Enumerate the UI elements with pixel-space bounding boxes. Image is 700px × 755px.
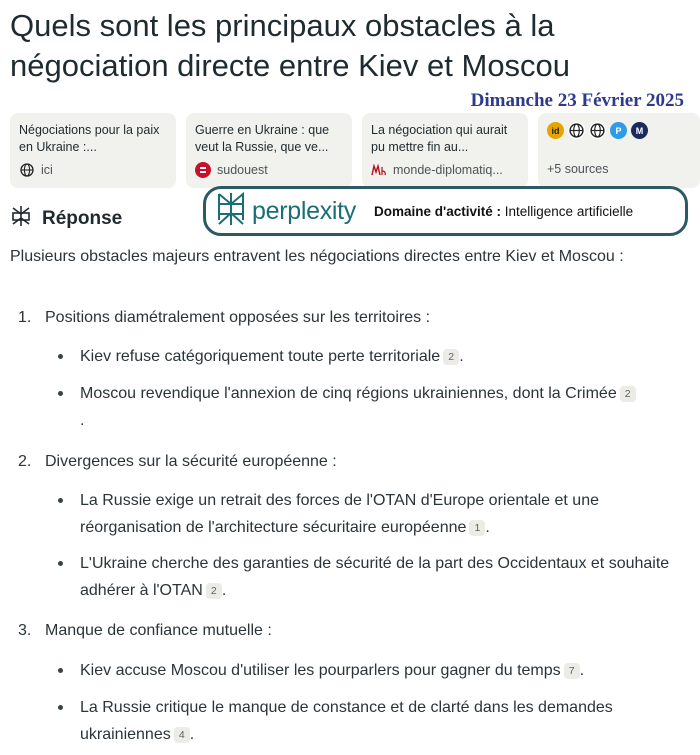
source-site: monde-diplomatiq... — [393, 163, 503, 177]
source-card[interactable] — [186, 113, 352, 188]
answer-heading-label: Réponse — [42, 208, 123, 229]
list-item: La Russie exige un retrait des forces de l'OTAN d'Europe orientale et une réorganisation de l'architecture sécuritaire européenne 1 . — [80, 487, 690, 541]
source-card[interactable] — [10, 113, 176, 188]
sudouest-logo-icon — [195, 162, 211, 178]
date-label: Dimanche 23 Février 2025 — [470, 90, 684, 111]
section-title: Positions diamétralement opposées sur les territoires : — [45, 309, 431, 326]
m-logo-icon: M — [631, 122, 648, 139]
list-item: La Russie critique le manque de constance et de clarté dans les demandes ukrainiennes 4 . — [80, 694, 640, 748]
more-sources-card[interactable] — [538, 113, 700, 188]
brand-wordmark: perplexity — [252, 196, 356, 225]
id-logo-icon: id — [547, 122, 564, 139]
perplexity-answer-icon — [10, 205, 32, 233]
list-item: Kiev refuse catégoriquement toute perte territoriale 2 . — [80, 343, 690, 370]
section-number: 3. — [18, 622, 32, 639]
monde-diplo-logo-icon — [371, 162, 387, 178]
page-title: Quels sont les principaux obstacles à la négociation directe entre Kiev et Moscou — [10, 8, 571, 83]
source-title: La négociation qui aurait pu mettre fin au... — [371, 123, 508, 154]
section-number: 2. — [18, 453, 32, 470]
domain-value: Intelligence artificielle — [504, 203, 634, 219]
globe-icon — [568, 122, 585, 139]
answer-heading — [10, 205, 122, 233]
answer-intro: Plusieurs obstacles majeurs entravent les négociations directes entre Kiev et Moscou : — [10, 248, 624, 265]
section-title: Manque de confiance mutuelle : — [45, 622, 272, 639]
p-logo-icon: P — [610, 122, 627, 139]
perplexity-logo-icon — [216, 192, 246, 231]
source-site: sudouest — [217, 163, 268, 177]
list-item: Kiev accuse Moscou d'utiliser les pourparlers pour gagner du temps 7 . — [80, 657, 690, 684]
citation-badge[interactable]: 7 — [564, 663, 580, 679]
globe-icon — [19, 162, 35, 178]
citation-badge[interactable]: 2 — [620, 386, 636, 402]
list-item: Moscou revendique l'annexion de cinq régions ukrainiennes, dont la Crimée 2. — [80, 380, 640, 434]
more-sources-label: +5 sources — [547, 162, 609, 176]
section-title: Divergences sur la sécurité européenne : — [45, 453, 337, 470]
source-title: Guerre en Ukraine : que veut la Russie, que ve... — [195, 123, 330, 154]
domain-info — [374, 204, 633, 219]
source-site: ici — [41, 163, 53, 177]
citation-badge[interactable]: 2 — [206, 583, 222, 599]
domain-label: Domaine d'activité : — [374, 203, 501, 219]
citation-badge[interactable]: 2 — [443, 349, 459, 365]
citation-badge[interactable]: 1 — [469, 520, 485, 536]
sources-row — [10, 113, 700, 188]
citation-badge[interactable]: 4 — [174, 727, 190, 743]
list-item: L'Ukraine cherche des garanties de sécurité de la part des Occidentaux et souhaite adhérer à l'OTAN 2 . — [80, 550, 690, 604]
globe-icon — [589, 122, 606, 139]
source-title: Négociations pour la paix en Ukraine :... — [19, 123, 160, 154]
brand-banner — [203, 186, 688, 236]
source-card[interactable] — [362, 113, 528, 188]
section-number: 1. — [18, 309, 32, 326]
